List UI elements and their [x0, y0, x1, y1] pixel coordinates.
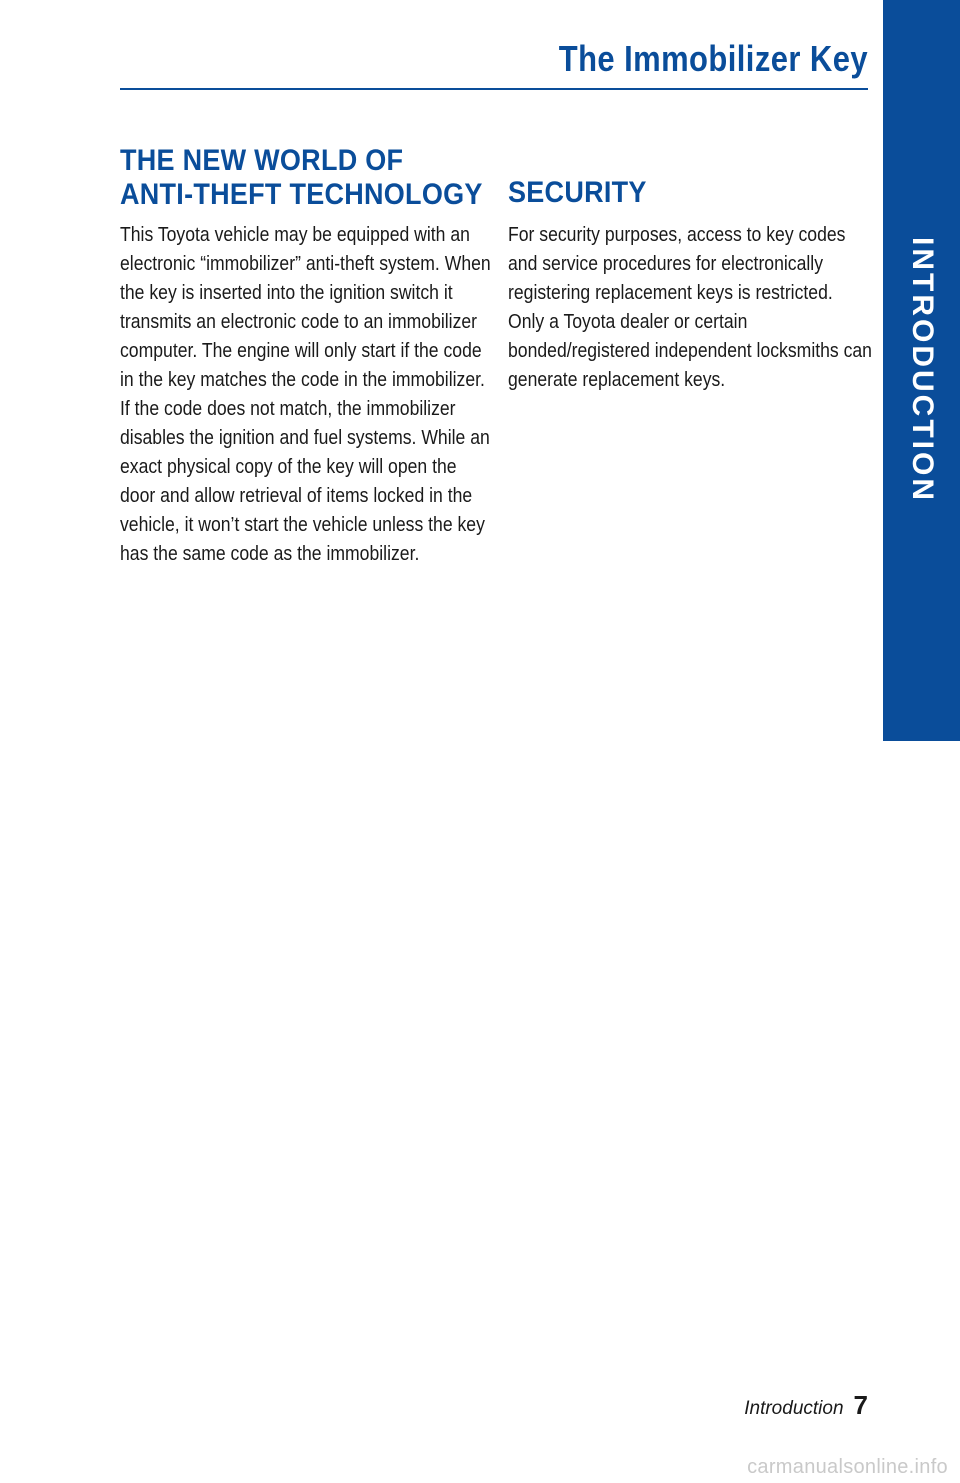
- security-body: For security purposes, access to key codes and service procedures for electronically registering replacement keys is restricted. Only a Toyota dealer or certain bonded/registered independent locksmiths can generate replacement keys.: [508, 224, 872, 391]
- security-heading: SECURITY: [508, 176, 647, 209]
- anti-theft-heading-line1: THE NEW WORLD OF: [120, 144, 404, 177]
- header-divider: [120, 88, 868, 90]
- page-number: 7: [853, 1390, 868, 1420]
- anti-theft-heading: [120, 144, 483, 212]
- anti-theft-heading-line2: ANTI-THEFT TECHNOLOGY: [120, 178, 483, 211]
- footer-section-name: Introduction: [744, 1398, 844, 1419]
- page-title: The Immobilizer Key: [558, 38, 868, 79]
- page-footer: [744, 1390, 868, 1421]
- section-side-tab: [883, 0, 960, 741]
- anti-theft-body: This Toyota vehicle may be equipped with an electronic “immobilizer” anti-theft system. When the key is inserted into the ignition switch it transmits an electronic code to an immobilizer computer. The engine will only start if the code in the key matches the code in the immobilizer. If the code does not match, the immobilizer disables the ignition and fuel systems. While an exact physical copy of the key will open the door and allow retrieval of items locked in the vehicle, it won’t start the vehicle unless the key has the same code as the immobilizer.: [120, 224, 491, 565]
- watermark: carmanualsonline.info: [747, 1456, 948, 1478]
- side-tab-label: INTRODUCTION: [905, 237, 939, 503]
